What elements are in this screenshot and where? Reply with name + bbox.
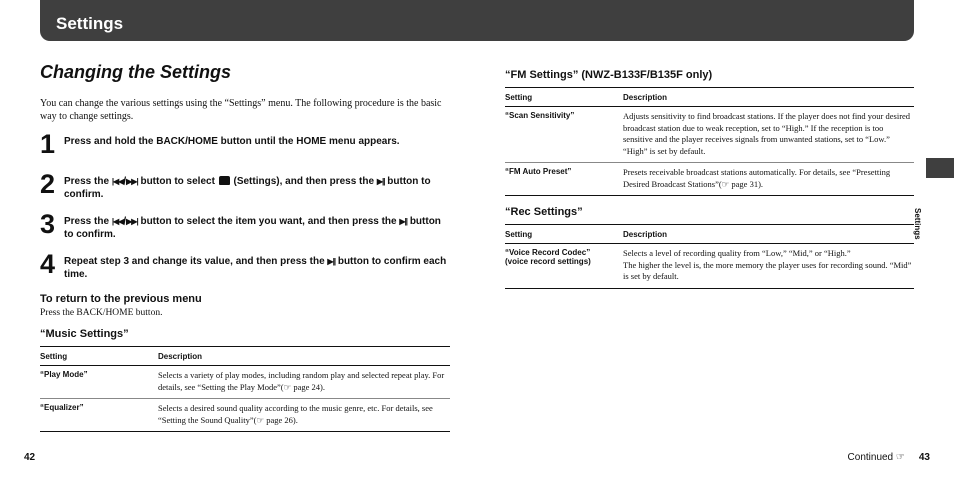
play-pause-icon: ▶|| (399, 217, 408, 226)
play-pause-icon: ▶|| (376, 177, 385, 186)
prev-track-icon: |◀◀ (111, 177, 124, 186)
column-header: Description (158, 347, 450, 366)
side-tab (926, 158, 954, 178)
step-text-part: Press the (64, 216, 110, 227)
play-pause-icon: ▶|| (327, 257, 336, 266)
step-text-part: / (123, 216, 127, 227)
continued-link[interactable]: Continued ☞ (847, 452, 905, 463)
table-row (40, 399, 450, 432)
step-4 (40, 249, 450, 281)
setting-description (623, 107, 914, 163)
setting-description: Selects a desired sound quality according to the music genre, etc. For details, see “Setting the Sound Quality”(☞ page 26). (158, 399, 450, 432)
column-header: Description (623, 225, 914, 244)
setting-description (623, 244, 914, 289)
column-header: Setting (40, 347, 158, 366)
step-number: 4 (40, 249, 56, 279)
description-line: The higher the level is, the more memory the player uses for recording sound. “Mid” is set by default. (623, 259, 912, 281)
step-number: 3 (40, 209, 56, 239)
step-text-part: / (123, 176, 127, 187)
next-track-icon: ▶▶| (126, 217, 138, 226)
return-heading: To return to the previous menu (40, 293, 202, 305)
intro-text: You can change the various settings using the “Settings” menu. The following procedure is the basic way to change settings. (40, 98, 442, 122)
description-line: Selects a level of recording quality from “Low,” “Mid,” or “High.” (623, 248, 851, 258)
page-number-right: 43 (918, 452, 930, 463)
step-3 (40, 209, 450, 241)
rec-settings-heading: “Rec Settings” (505, 206, 583, 218)
left-column (40, 60, 450, 442)
step-text-part: button to select the item you want, and then press the (140, 216, 397, 227)
step-text: Press and hold the BACK/HOME button until the HOME menu appears. (64, 136, 400, 147)
column-header: Setting (505, 225, 623, 244)
section-title: Settings (56, 14, 124, 33)
fm-settings-table (505, 87, 914, 196)
side-tab-label: Settings (913, 208, 922, 240)
right-column (505, 69, 914, 299)
table-row (40, 366, 450, 399)
setting-description: Selects a variety of play modes, including random play and selected repeat play. For details, see “Setting the Play Mode”(☞ page 24). (158, 366, 450, 399)
footer-right (848, 452, 930, 463)
table-row (505, 107, 914, 163)
step-text-part: button to confirm. (64, 176, 431, 200)
setting-description: Presets receivable broadcast stations automatically. For details, see “Presetting Desired Broadcast Stations”(☞ page 31). (623, 163, 914, 196)
music-settings-table (40, 346, 450, 432)
step-text-part: Repeat step 3 and change its value, and then press the (64, 256, 325, 267)
setting-name (505, 244, 623, 289)
step-2 (40, 169, 450, 201)
column-header: Setting (505, 88, 623, 107)
table-row (505, 163, 914, 196)
rec-settings-table (505, 224, 914, 289)
step-text (64, 173, 450, 201)
step-text-part: Press the (64, 176, 110, 187)
step-1 (40, 129, 450, 161)
page-number-left: 42 (24, 452, 36, 463)
table-header-row (40, 347, 450, 366)
setting-name-main: “Voice Record Codec” (505, 248, 591, 257)
step-text (64, 213, 450, 241)
setting-name: “FM Auto Preset” (505, 163, 623, 196)
setting-name: “Play Mode” (40, 366, 158, 399)
return-text: Press the BACK/HOME button. (40, 308, 163, 318)
table-header-row (505, 225, 914, 244)
setting-name: “Scan Sensitivity” (505, 107, 623, 163)
fm-settings-heading: “FM Settings” (NWZ-B133F/B135F only) (505, 69, 713, 81)
step-text-part: (Settings), and then press the (233, 176, 375, 187)
column-header: Description (623, 88, 914, 107)
page-heading: Changing the Settings (40, 62, 231, 82)
description-line: Adjusts sensitivity to find broadcast stations. If the player does not find your desired broadcast station due to weak reception, set to “High.” If the reception is too sensitive and the player receives signals from unwanted stations, set to “Low.” (623, 111, 911, 144)
step-number: 1 (40, 129, 56, 159)
step-text (64, 253, 450, 281)
step-text-part: button to select (140, 176, 215, 187)
setting-name: “Equalizer” (40, 399, 158, 432)
step-text-part: button to confirm each time. (64, 256, 447, 280)
setting-name-sub: (voice record settings) (505, 257, 591, 266)
settings-toolbox-icon (219, 176, 230, 185)
step-text-part: button to confirm. (64, 216, 441, 240)
step-number: 2 (40, 169, 56, 199)
description-line: “High” is set by default. (623, 145, 706, 156)
prev-track-icon: |◀◀ (111, 217, 124, 226)
table-header-row (505, 88, 914, 107)
next-track-icon: ▶▶| (126, 177, 138, 186)
table-row (505, 244, 914, 289)
music-settings-heading: “Music Settings” (40, 328, 129, 340)
header-bar (40, 0, 914, 41)
